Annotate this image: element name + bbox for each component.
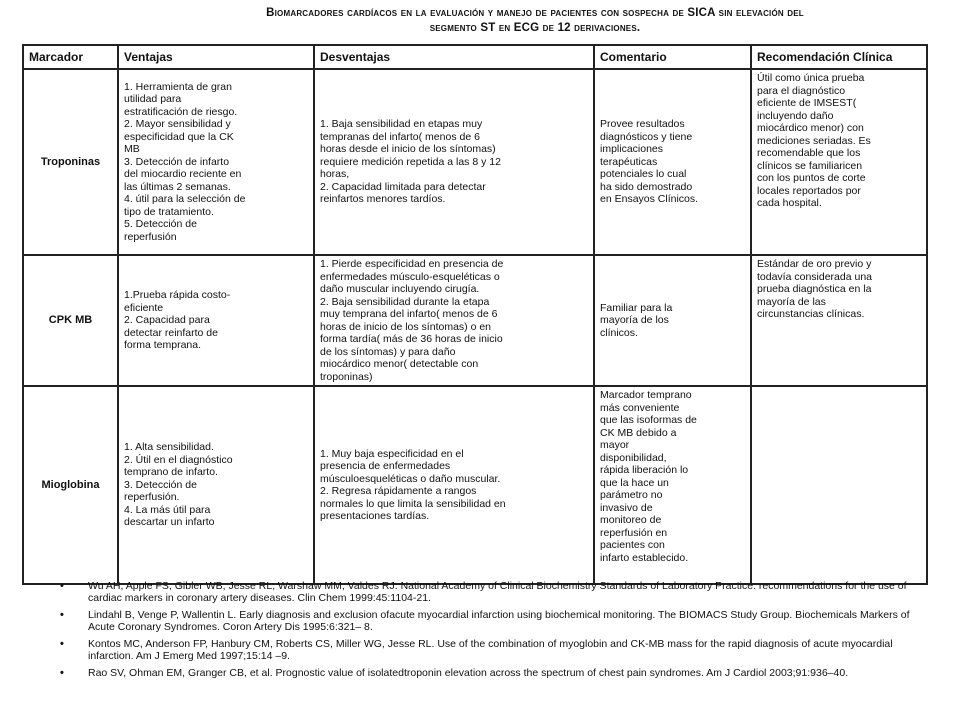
cell-text-line: 2. Útil en el diagnóstico <box>124 453 233 466</box>
marker-name-cell: Mioglobina <box>23 386 118 584</box>
cell-text-line: las últimas 2 semanas. <box>124 180 231 193</box>
recomendacion-cell <box>751 386 927 584</box>
recomendacion-cell <box>751 255 927 386</box>
cell-text-line: todavía considerada una <box>757 270 873 283</box>
cell-text-line: locales reportados por <box>757 184 861 197</box>
reference-text: Wu AH, Apple FS, Gibler WB, Jesse RL, Warshaw MM, Valdes RJ. National Academy of Clinical Biochemistry Standards of Laboratory Practice: recommendations for the use of cardiac markers in coronary artery diseases. Clin Chem 1999:45:1104-21. <box>88 580 907 604</box>
cell-text-line: eficiente de IMSEST( <box>757 97 857 109</box>
cell-text-line: horas, <box>320 168 350 181</box>
cell-text-line: Estándar de oro previo y <box>757 258 872 270</box>
cell-text-line: mayoría de las <box>757 295 826 308</box>
cell-text-line: con los puntos de corte <box>757 172 866 184</box>
cell-text-line: cada hospital. <box>757 197 822 209</box>
cell-text-line: monitoreo de <box>600 514 662 526</box>
cell-text-line: muy temprana del infarto( menos de 6 <box>320 308 498 320</box>
cell-text-line: que las isoformas de <box>600 414 697 426</box>
cell-text-line: para el diagnóstico <box>757 84 846 97</box>
comentario-cell <box>594 255 751 386</box>
desventajas-cell <box>314 255 594 386</box>
cell-text-line: mediciones seriadas. Es <box>757 134 871 147</box>
cell-text-line: implicaciones <box>600 143 664 156</box>
cell-text-line: descartar un infarto <box>124 516 215 529</box>
reference-text: Kontos MC, Anderson FP, Hanbury CM, Roberts CS, Miller WG, Jesse RL. Use of the combination of myoglobin and CK-MB mass for the rapid diagnosis of acute myocardial infarction. Am J Emerg Med 1997;15:14 –9. <box>88 638 893 662</box>
marker-name-cell: Troponinas <box>23 69 118 255</box>
cell-text-line: prueba diagnóstica en la <box>757 283 872 295</box>
cell-text-line: rápida liberación lo <box>600 464 689 476</box>
cell-text-line: invasivo de <box>600 501 653 514</box>
reference-text: Rao SV, Ohman EM, Granger CB, et al. Prognostic value of isolatedtroponin elevation across the spectrum of chest pain syndromes. Am J Cardiol 2003;91:936–40. <box>88 667 849 679</box>
cell-text-line: 1.Prueba rápida costo- <box>124 289 231 302</box>
cell-text-line: infarto establecido. <box>600 551 689 564</box>
ventajas-cell <box>118 255 314 386</box>
cell-text-line: mayor <box>600 439 630 451</box>
bullet-icon: • <box>60 638 64 650</box>
cell-text-line: miocárdico menor( detectable con <box>320 358 479 370</box>
cell-text-line: Marcador temprano <box>600 389 692 401</box>
cell-text-line: presentaciones tardías. <box>320 510 430 522</box>
cell-text-line: horas desde el inicio de los síntomas) <box>320 143 496 156</box>
reference-item <box>60 667 930 679</box>
cell-text-line: 5. Detección de <box>124 218 197 231</box>
cell-text-line: CK MB debido a <box>600 426 677 439</box>
cell-text-line: 1. Muy baja especificidad en el <box>320 447 464 460</box>
comentario-cell <box>594 69 751 255</box>
header-ventajas: Ventajas <box>118 45 314 69</box>
cell-text-line: especificidad que la CK <box>124 130 234 143</box>
cell-text-line: forma tardía( más de 36 horas de inicio <box>320 333 503 345</box>
cell-text-line: 3. Detección de infarto <box>124 155 230 168</box>
header-marcador: Marcador <box>23 45 118 69</box>
cell-text-line: horas de inicio de los síntomas) o en <box>320 320 492 333</box>
cell-text-line: pacientes con <box>600 539 665 551</box>
cell-text-line: troponinas) <box>320 370 373 383</box>
cell-text-line: estratificación de riesgo. <box>124 105 238 118</box>
biomarker-table <box>22 44 928 585</box>
table-row-mioglobina <box>23 386 927 584</box>
cell-text-line: 3. Detección de <box>124 478 197 491</box>
cell-text-line: 2. Regresa rápidamente a rangos <box>320 485 477 497</box>
cell-text-line: reperfusión en <box>600 526 668 539</box>
cell-text-line: Provee resultados <box>600 118 685 131</box>
cell-text-line: que la hace un <box>600 476 669 489</box>
cell-text-line: 1. Alta sensibilidad. <box>124 441 214 454</box>
cell-text-line: 1. Pierde especificidad en presencia de <box>320 258 504 270</box>
reference-item <box>60 580 930 604</box>
cell-text-line: clínicos. <box>600 326 638 339</box>
cell-text-line: 2. Capacidad limitada para detectar <box>320 180 486 193</box>
cell-text-line: presencia de enfermedades <box>320 460 451 472</box>
recomendacion-cell <box>751 69 927 255</box>
cell-text-line: potenciales lo cual <box>600 168 687 181</box>
cell-text-line: enfermedades músculo-esqueléticas o <box>320 270 500 283</box>
reference-text: Lindahl B, Venge P, Wallentin L. Early diagnosis and exclusion ofacute myocardial infarction using biochemical monitoring. The BIOMACS Study Group. Biochemicals Markers of Acute Coronary Syndromes. Coron Artery Dis 1995:6:321– 8. <box>88 609 910 633</box>
cell-text-line: tempranas del infarto( menos de 6 <box>320 130 480 143</box>
cell-text-line: de los síntomas) y para daño <box>320 345 456 358</box>
table-row-troponinas <box>23 69 927 255</box>
cell-text-line: circunstancias clínicas. <box>757 308 865 320</box>
cell-text-line: reinfartos menores tardíos. <box>320 193 446 206</box>
cell-text-line: en Ensayos Clínicos. <box>600 193 699 206</box>
header-comentario: Comentario <box>594 45 751 69</box>
table-header-row <box>23 45 927 69</box>
page-title <box>150 6 920 36</box>
bullet-icon: • <box>60 609 64 621</box>
cell-text-line: 1. Baja sensibilidad en etapas muy <box>320 118 483 131</box>
cell-text-line: forma temprana. <box>124 339 202 352</box>
header-recomendacion: Recomendación Clínica <box>751 45 927 69</box>
cell-text-line: tipo de tratamiento. <box>124 205 214 218</box>
reference-item <box>60 638 930 662</box>
cell-text-line: incluyendo daño <box>757 109 834 122</box>
cell-text-line: 4. La más útil para <box>124 503 211 516</box>
cell-text-line: reperfusión <box>124 230 177 243</box>
cell-text-line: más conveniente <box>600 401 680 414</box>
cell-text-line: 2. Capacidad para <box>124 314 210 327</box>
cell-text-line: Útil como única prueba <box>757 72 865 84</box>
cell-text-line: disponibilidad, <box>600 451 667 464</box>
cell-text-line: utilidad para <box>124 93 182 106</box>
ventajas-cell <box>118 69 314 255</box>
header-desventajas: Desventajas <box>314 45 594 69</box>
cell-text-line: 4. útil para la selección de <box>124 193 246 206</box>
cell-text-line: temprano de infarto. <box>124 466 218 479</box>
cell-text-line: MB <box>124 143 140 156</box>
cell-text-line: detectar reinfarto de <box>124 326 218 339</box>
desventajas-cell <box>314 69 594 255</box>
cell-text-line: diagnósticos y tiene <box>600 130 693 143</box>
reference-item <box>60 609 930 633</box>
table-row-cpk-mb <box>23 255 927 386</box>
cell-text-line: terapéuticas <box>600 155 658 168</box>
cell-text-line: clínicos se familiaricen <box>757 159 863 172</box>
title-line-1: Biomarcadores cardíacos en la evaluación y manejo de pacientes con sospecha de SICA sin elevación del <box>266 7 804 19</box>
cell-text-line: mayoría de los <box>600 314 669 327</box>
bullet-icon: • <box>60 667 64 679</box>
cell-text-line: músculoesqueléticas o daño muscular. <box>320 472 501 485</box>
references-list <box>60 580 930 684</box>
cell-text-line: del miocardio reciente en <box>124 168 242 181</box>
cell-text-line: 2. Baja sensibilidad durante la etapa <box>320 295 490 308</box>
cell-text-line: 1. Herramienta de gran <box>124 80 232 93</box>
cell-text-line: Familiar para la <box>600 301 673 314</box>
marker-name-cell: CPK MB <box>23 255 118 386</box>
cell-text-line: reperfusión. <box>124 491 180 504</box>
cell-text-line: recomendable que los <box>757 147 861 159</box>
comentario-cell <box>594 386 751 584</box>
cell-text-line: daño muscular incluyendo cirugía. <box>320 283 480 295</box>
cell-text-line: 2. Mayor sensibilidad y <box>124 118 231 131</box>
title-line-2: segmento ST en ECG de 12 derivaciones. <box>429 22 641 34</box>
cell-text-line: parámetro no <box>600 489 663 501</box>
cell-text-line: ha sido demostrado <box>600 180 693 193</box>
cell-text-line: normales lo que limita la sensibilidad en <box>320 497 506 510</box>
cell-text-line: requiere medición repetida a las 8 y 12 <box>320 155 501 168</box>
cell-text-line: eficiente <box>124 301 164 314</box>
bullet-icon: • <box>60 580 64 592</box>
cell-text-line: miocárdico menor) con <box>757 122 864 134</box>
ventajas-cell <box>118 386 314 584</box>
desventajas-cell <box>314 386 594 584</box>
